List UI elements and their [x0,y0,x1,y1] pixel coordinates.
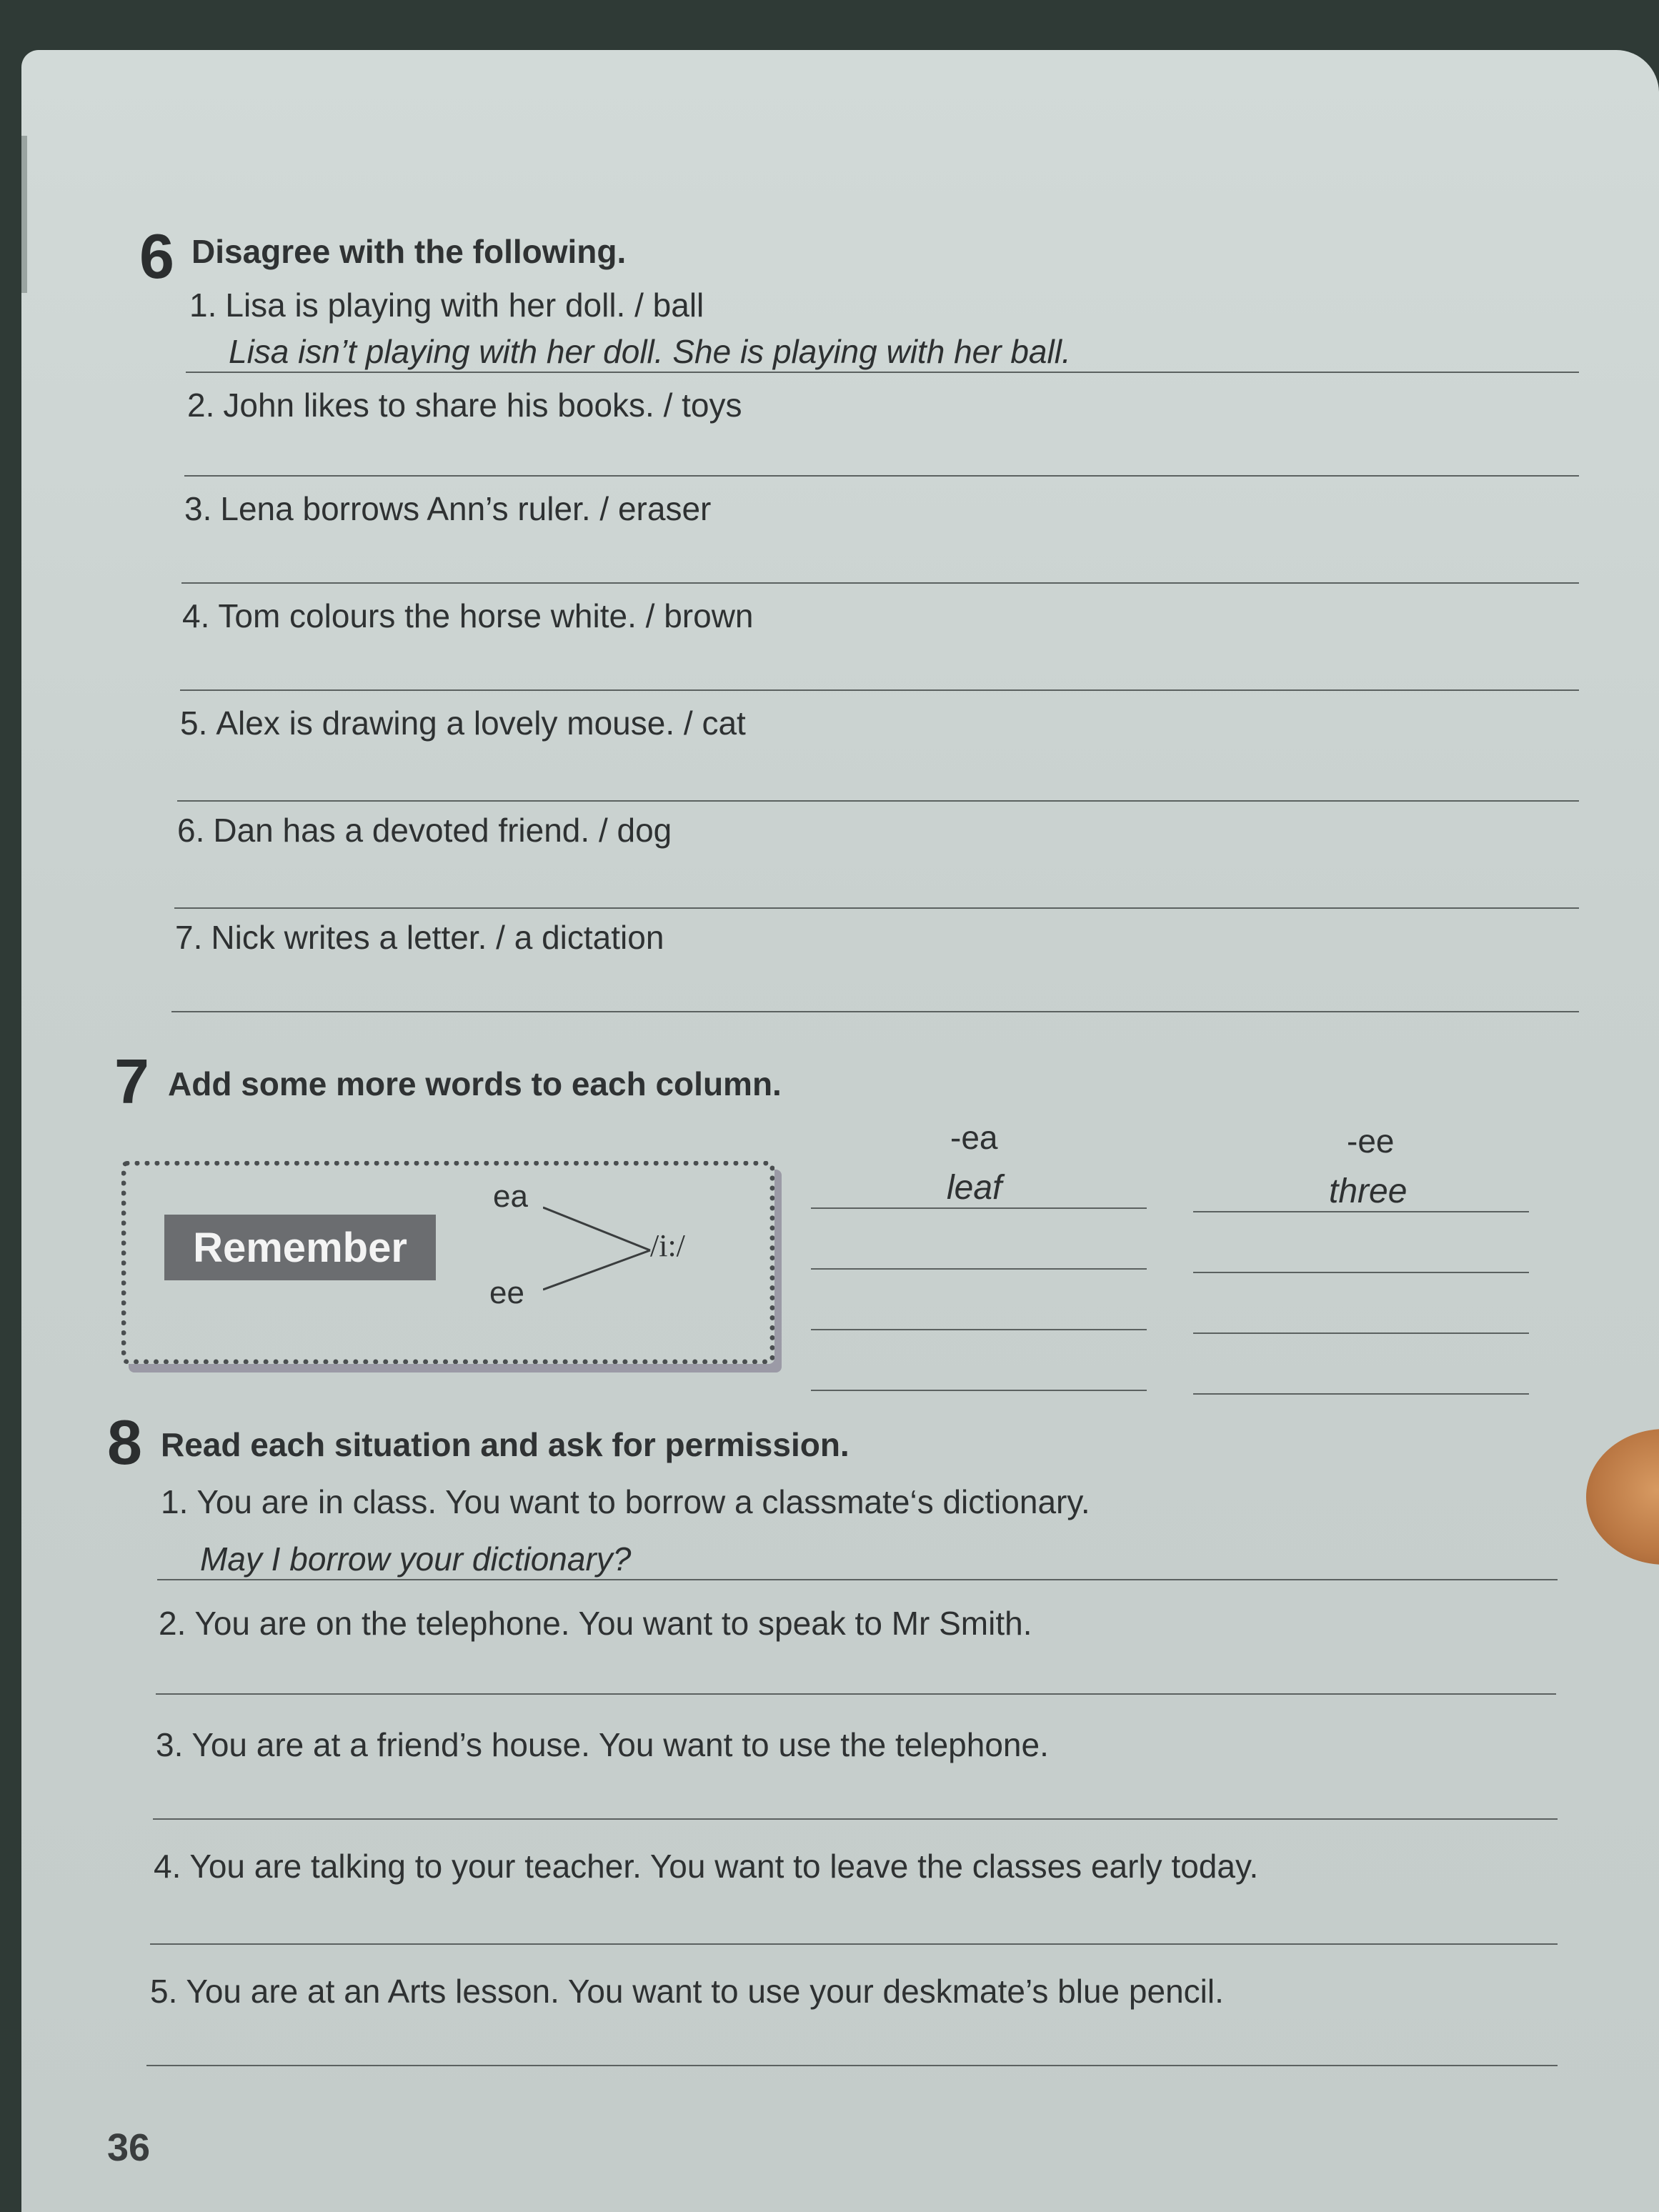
ex6-item-7: 7. Nick writes a letter. / a dictation [175,919,664,956]
ee-line-3 [1193,1332,1529,1334]
ex6-answer-line-4 [180,689,1579,691]
ex6-answer-line-1 [186,372,1579,373]
remember-ee: ee [489,1275,524,1310]
ex6-item-5: 5. Alex is drawing a lovely mouse. / cat [180,704,746,742]
ex6-item-4: 4. Tom colours the horse white. / brown [182,597,754,634]
exercise-6-number: 6 [139,221,174,292]
ex6-answer-line-2 [184,475,1579,477]
workbook-page [21,50,1659,2212]
ex6-answer-line-6 [174,907,1579,909]
ex6-answer-line-7 [171,1011,1579,1012]
ea-line-4 [811,1390,1147,1391]
ex8-answer-line-2 [156,1693,1556,1695]
ee-line-4 [1193,1393,1529,1395]
exercise-8-number: 8 [107,1407,142,1478]
exercise-8-title: Read each situation and ask for permission. [161,1426,850,1463]
page-number: 36 [107,2126,151,2169]
ex8-item-1: 1. You are in class. You want to borrow a classmate‘s dictionary. [161,1483,1090,1520]
column-ea-example: leaf [947,1169,1002,1207]
ea-line-2 [811,1268,1147,1270]
column-ea-header: -ea [950,1119,998,1156]
exercise-7-title: Add some more words to each column. [168,1065,782,1102]
thumb-holding-page [1586,1429,1659,1565]
ex8-answer-line-1 [157,1579,1558,1580]
ea-line-3 [811,1329,1147,1330]
page-edge [21,136,27,293]
ex6-answer-1: Lisa isn’t playing with her doll. She is playing with her ball. [229,333,1071,370]
ex6-item-6: 6. Dan has a devoted friend. / dog [177,812,672,849]
ex8-answer-line-5 [146,2065,1558,2066]
ex6-item-2: 2. John likes to share his books. / toys [187,387,742,424]
ex8-answer-line-3 [153,1818,1558,1820]
ex6-answer-line-3 [181,582,1579,584]
exercise-6-title: Disagree with the following. [191,233,627,270]
ex8-item-3: 3. You are at a friend’s house. You want to use the telephone. [156,1726,1049,1763]
exercise-7-number: 7 [114,1046,149,1117]
ex6-answer-line-5 [177,800,1579,802]
ee-line-1 [1193,1211,1529,1212]
remember-ea: ea [493,1179,528,1214]
ea-line-1 [811,1207,1147,1209]
remember-label: Remember [164,1215,436,1280]
remember-sound: /i:/ [650,1228,685,1263]
ex6-item-3: 3. Lena borrows Ann’s ruler. / eraser [184,490,712,527]
ex8-item-5: 5. You are at an Arts lesson. You want to use your deskmate’s blue pencil. [150,1973,1224,2010]
ex8-answer-1: May I borrow your dictionary? [200,1540,632,1578]
ee-line-2 [1193,1272,1529,1273]
column-ee-example: three [1329,1172,1408,1210]
ex6-item-1: 1. Lisa is playing with her doll. / ball [189,287,704,324]
column-ee-header: -ee [1347,1122,1395,1160]
ex8-item-2: 2. You are on the telephone. You want to speak to Mr Smith. [159,1605,1032,1642]
remember-arrows [543,1200,672,1300]
ex8-answer-line-4 [150,1943,1558,1945]
ex8-item-4: 4. You are talking to your teacher. You want to leave the classes early today. [154,1848,1259,1885]
